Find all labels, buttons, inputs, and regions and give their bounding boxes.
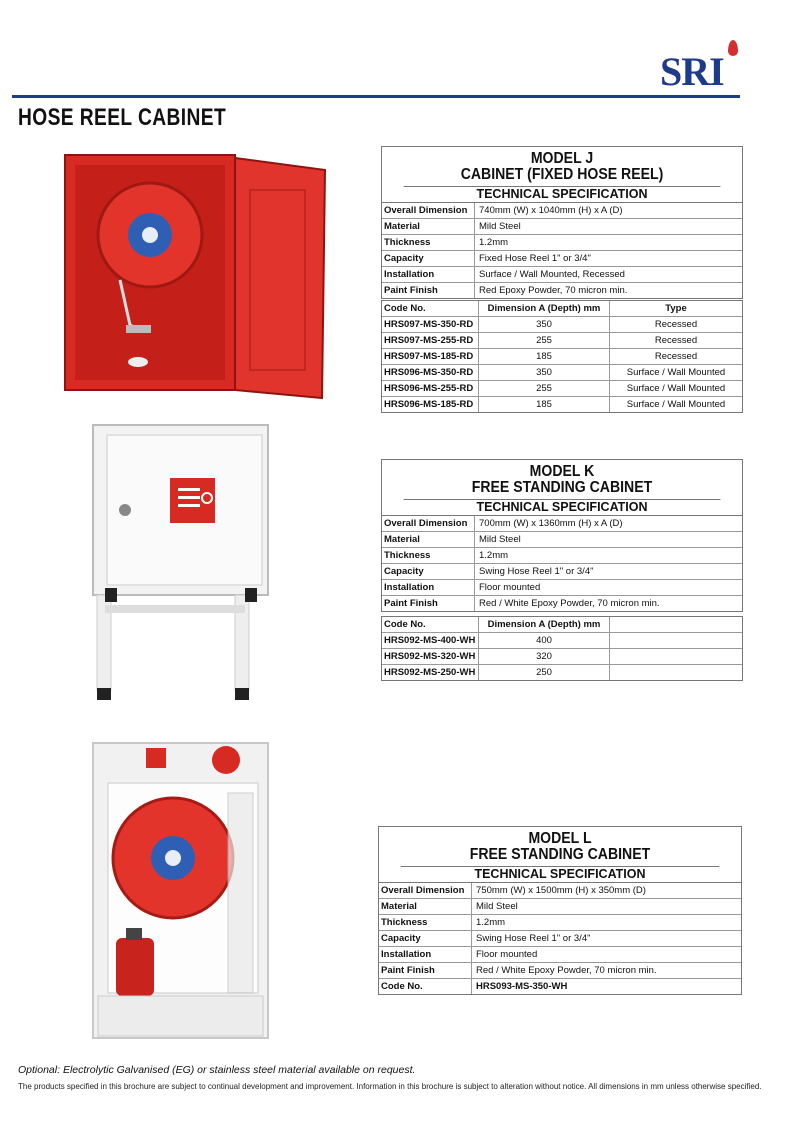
spec-row: Installation Floor mounted xyxy=(379,947,741,963)
spec-row: Thickness 1.2mm xyxy=(379,915,741,931)
code-row: HRS096-MS-350-RD 350 Surface / Wall Mounted xyxy=(382,365,742,381)
spec-row: Overall Dimension 750mm (W) x 1500mm (H) x 350mm (D) xyxy=(379,883,741,899)
model-l-tech-heading: TECHNICAL SPECIFICATION xyxy=(379,867,741,883)
spec-row: Capacity Swing Hose Reel 1" or 3/4" xyxy=(379,931,741,947)
model-k-tech-heading: TECHNICAL SPECIFICATION xyxy=(382,500,742,516)
page-title: HOSE REEL CABINET xyxy=(18,104,227,131)
code-row: HRS096-MS-255-RD 255 Surface / Wall Mounted xyxy=(382,381,742,397)
spec-row-code: Code No. HRS093-MS-350-WH xyxy=(381,981,568,992)
model-j-tech-heading: TECHNICAL SPECIFICATION xyxy=(382,187,742,203)
header-rule xyxy=(12,95,740,98)
code-row: HRS096-MS-185-RD 185 Surface / Wall Mounted xyxy=(384,399,726,410)
code-header-row: Code No. Dimension A (Depth) mm Type xyxy=(382,301,742,317)
code-header-row: Code No. Dimension A (Depth) mm xyxy=(382,617,742,633)
model-k-spec-table xyxy=(381,459,743,612)
spec-row: Capacity Swing Hose Reel 1" or 3/4" xyxy=(382,564,742,580)
spec-row: Thickness 1.2mm xyxy=(382,235,742,251)
model-l-cabinet-image xyxy=(88,738,278,1048)
code-row: HRS097-MS-185-RD 185 Recessed xyxy=(382,349,742,365)
code-row: HRS092-MS-320-WH 320 xyxy=(382,649,742,665)
spec-row: Installation Floor mounted xyxy=(382,580,742,596)
spec-row: Paint Finish Red Epoxy Powder, 70 micron min. xyxy=(384,285,628,296)
logo-text: SRI xyxy=(660,49,724,94)
spec-row: Overall Dimension 700mm (W) x 1360mm (H) x A (D) xyxy=(382,516,742,532)
model-j-code-table xyxy=(381,300,743,413)
disclaimer: The products specified in this brochure are subject to continual development and improvement. Information in this brochure is subject to alteration without notice. All dimensions in mm unless otherwise specified. xyxy=(18,1082,762,1091)
sri-logo xyxy=(660,40,750,94)
code-row: HRS097-MS-350-RD 350 Recessed xyxy=(382,317,742,333)
code-row: HRS092-MS-250-WH 250 xyxy=(382,665,742,680)
flame-icon xyxy=(728,40,738,56)
spec-row: Installation Surface / Wall Mounted, Recessed xyxy=(382,267,742,283)
model-k-code-table xyxy=(381,616,743,681)
spec-row: Material Mild Steel xyxy=(379,899,741,915)
code-row: HRS092-MS-400-WH 400 xyxy=(382,633,742,649)
model-l-title: MODEL L FREE STANDING CABINET xyxy=(401,827,720,867)
spec-row: Material Mild Steel xyxy=(382,219,742,235)
optional-note: Optional: Electrolytic Galvanised (EG) or stainless steel material available on request. xyxy=(18,1064,416,1076)
code-row: HRS097-MS-255-RD 255 Recessed xyxy=(382,333,742,349)
model-j-cabinet-image xyxy=(60,150,340,400)
model-j-spec-table xyxy=(381,146,743,299)
spec-row: Material Mild Steel xyxy=(382,532,742,548)
model-k-title: MODEL K FREE STANDING CABINET xyxy=(404,460,721,500)
spec-row: Paint Finish Red / White Epoxy Powder, 70 micron min. xyxy=(379,963,741,979)
spec-row: Thickness 1.2mm xyxy=(382,548,742,564)
model-j-title: MODEL J CABINET (FIXED HOSE REEL) xyxy=(404,147,721,187)
spec-row: Overall Dimension 740mm (W) x 1040mm (H) x A (D) xyxy=(382,203,742,219)
spec-row: Paint Finish Red / White Epoxy Powder, 70 micron min. xyxy=(384,598,660,609)
model-l-spec-table xyxy=(378,826,742,995)
spec-row: Capacity Fixed Hose Reel 1" or 3/4" xyxy=(382,251,742,267)
model-k-cabinet-image xyxy=(85,420,275,720)
